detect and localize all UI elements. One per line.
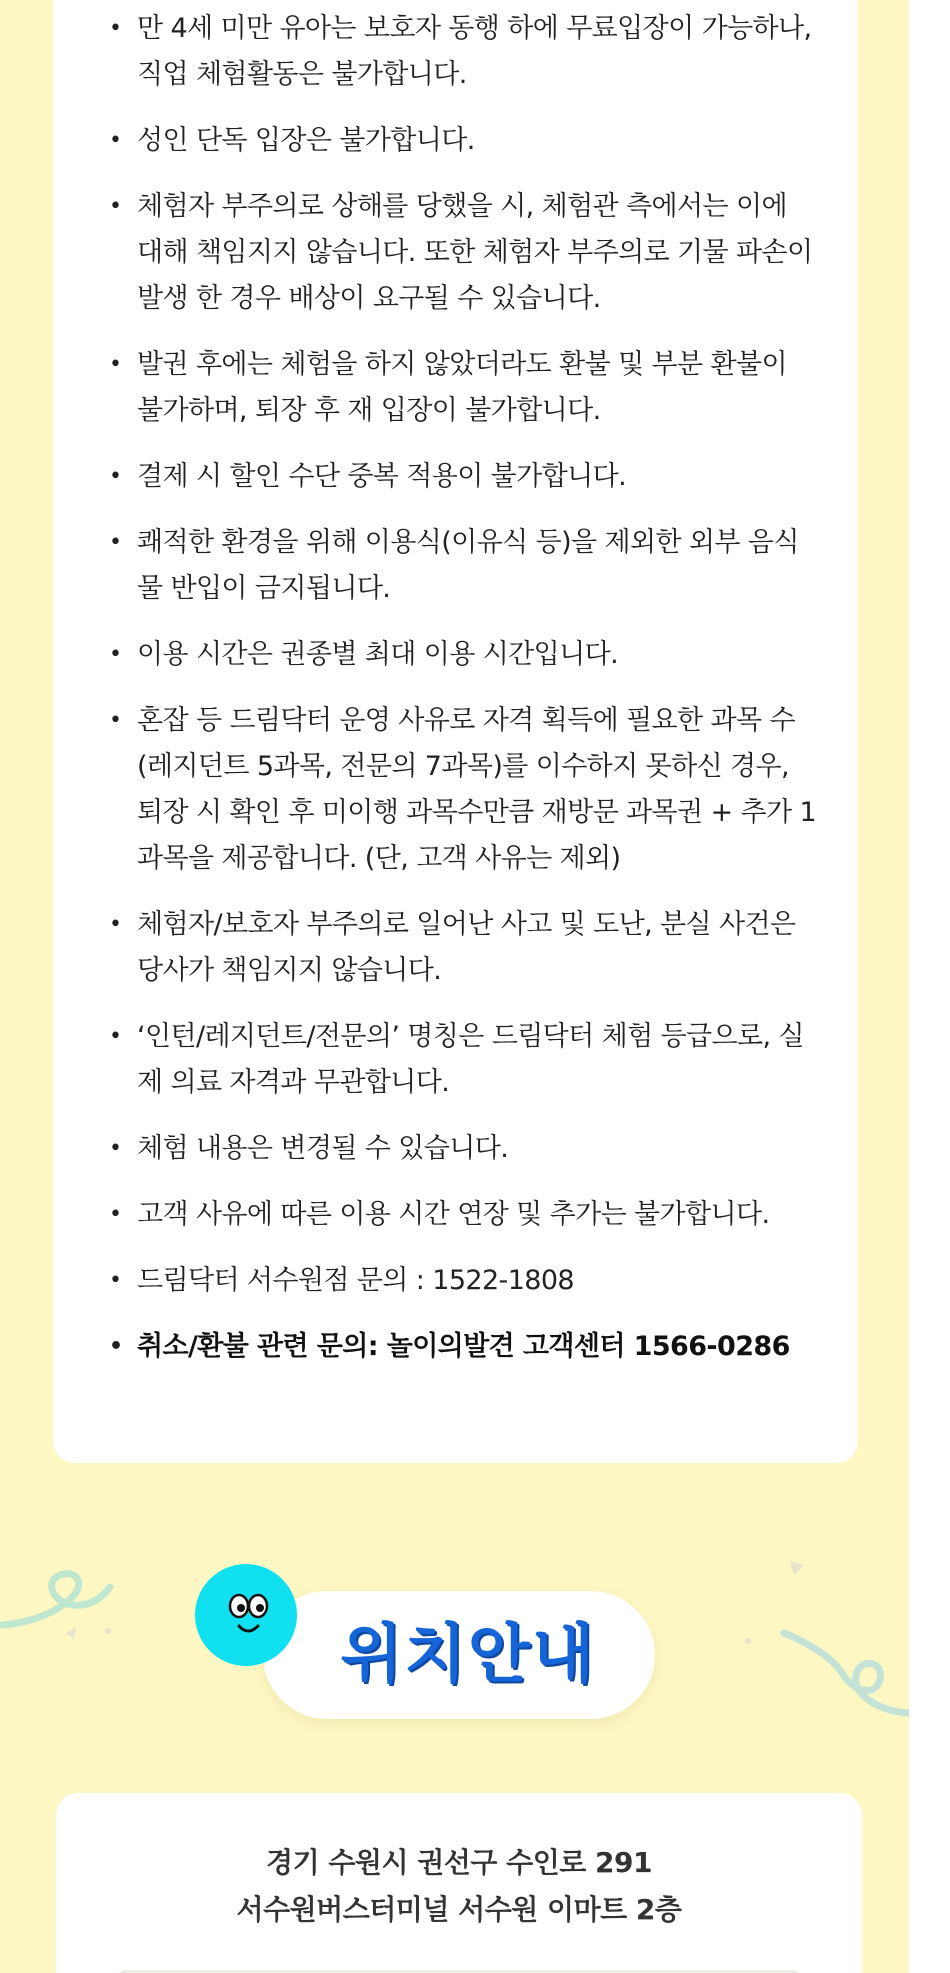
notice-item	[53, 6, 858, 98]
notice-item	[53, 698, 858, 882]
notice-text: 체험 내용은 변경될 수 있습니다.	[137, 1133, 509, 1164]
bullet: •	[109, 530, 122, 555]
notice-item	[53, 1192, 858, 1238]
notice-text: 성인 단독 입장은 불가합니다.	[137, 125, 475, 156]
notice-text: 드림닥터 서수원점 문의 : 1522-1808	[137, 1265, 575, 1296]
bullet: •	[109, 464, 122, 489]
notice-text: 결제 시 할인 수단 중복 적용이 불가합니다.	[137, 461, 627, 492]
notice-item	[53, 454, 858, 500]
notice-list	[53, 6, 858, 1390]
right-margin	[909, 0, 950, 1973]
notice-text: 발권 후에는 체험을 하지 않았더라도 환불 및 부분 환불이 불가하며, 퇴장 후 재 입장이 불가합니다.	[137, 349, 787, 426]
bullet: •	[109, 194, 122, 219]
location-heading-pill	[263, 1591, 655, 1719]
notice-item	[53, 902, 858, 994]
bullet: •	[109, 708, 122, 733]
notice-text: 쾌적한 환경을 위해 이용식(이유식 등)을 제외한 외부 음식물 반입이 금지됩니다.	[137, 527, 799, 604]
confetti-icon	[100, 1623, 120, 1643]
address-line-2: 서수원버스터미널 서수원 이마트 2층	[236, 1893, 682, 1926]
squiggle-right-icon	[780, 1613, 909, 1723]
notice-item-refund-contact	[53, 1324, 858, 1370]
bullet: •	[109, 1268, 122, 1293]
bullet: •	[109, 1202, 122, 1227]
confetti-icon	[780, 1553, 820, 1593]
bullet: •	[109, 1136, 122, 1161]
notice-item	[53, 118, 858, 164]
bullet: •	[109, 1334, 123, 1359]
notice-text: 만 4세 미만 유아는 보호자 동행 하에 무료입장이 가능하나, 직업 체험활동은 불가합니다.	[137, 13, 812, 90]
bullet: •	[109, 642, 122, 667]
address-card	[56, 1793, 862, 1973]
confetti-icon	[60, 1613, 100, 1653]
notice-item	[53, 184, 858, 322]
notice-item	[53, 1014, 858, 1106]
mascot-face-icon	[195, 1564, 297, 1666]
notice-item	[53, 342, 858, 434]
bullet: •	[109, 128, 122, 153]
bullet: •	[109, 1024, 122, 1049]
bullet: •	[109, 912, 122, 937]
location-heading: 위치안내	[340, 1618, 596, 1692]
notice-item	[53, 1126, 858, 1172]
notice-text: 이용 시간은 권종별 최대 이용 시간입니다.	[137, 639, 619, 670]
notice-card	[53, 0, 858, 1463]
notice-item	[53, 632, 858, 678]
bullet: •	[109, 16, 122, 41]
confetti-icon	[740, 1633, 760, 1653]
notice-item	[53, 1258, 858, 1304]
notice-text: 체험자/보호자 부주의로 일어난 사고 및 도난, 분실 사건은 당사가 책임지지 않습니다.	[137, 909, 796, 986]
address-line-1: 경기 수원시 권선구 수인로 291	[266, 1846, 652, 1879]
notice-text: ‘인턴/레지던트/전문의’ 명칭은 드림닥터 체험 등급으로, 실제 의료 자격과 무관합니다.	[137, 1021, 804, 1098]
notice-item	[53, 520, 858, 612]
notice-text: 체험자 부주의로 상해를 당했을 시, 체험관 측에서는 이에 대해 책임지지 않습니다. 또한 체험자 부주의로 기물 파손이 발생 한 경우 배상이 요구될 수 있습니다.	[137, 191, 813, 314]
notice-text: 혼잡 등 드림닥터 운영 사유로 자격 획득에 필요한 과목 수(레지던트 5과목, 전문의 7과목)를 이수하지 못하신 경우, 퇴장 시 확인 후 미이행 과목수만큼 재방문 과목권 + 추가 1과목을 제공합니다. (단, 고객 사유는 제외)	[137, 705, 817, 874]
notice-text: 취소/환불 관련 문의: 놀이의발견 고객센터 1566-0286	[137, 1331, 790, 1362]
bullet: •	[109, 352, 122, 377]
notice-text: 고객 사유에 따른 이용 시간 연장 및 추가는 불가합니다.	[137, 1199, 770, 1230]
location-section	[0, 1463, 909, 1973]
mascot-icon	[195, 1564, 297, 1666]
